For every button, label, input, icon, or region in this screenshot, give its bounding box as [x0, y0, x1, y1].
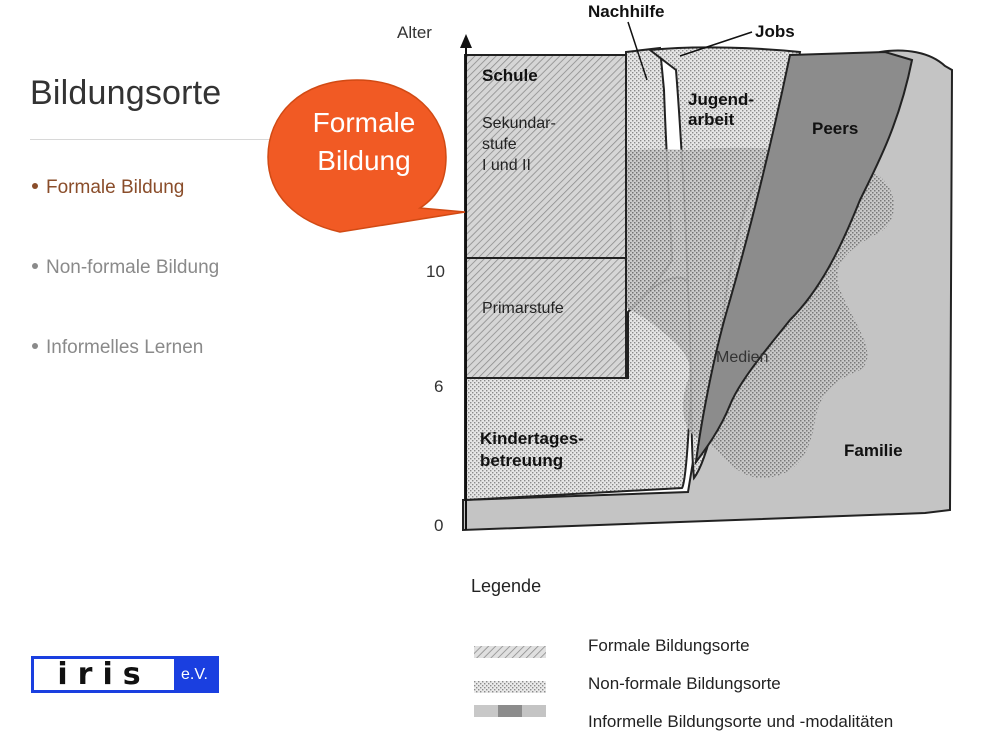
slide-title: Bildungsorte [30, 74, 222, 112]
bullet-label: Non-formale Bildung [46, 257, 220, 278]
tick-label-10: 10 [426, 262, 445, 281]
legend-swatch-non-formal [474, 681, 546, 693]
label-familie: Familie [844, 441, 903, 460]
legend-item-formal: Formale Bildungsorte [588, 636, 750, 655]
callout-line-2: Bildung [317, 145, 411, 176]
label-primar: Primarstufe [482, 300, 564, 317]
label-sekundar-1: Sekundar- [482, 115, 556, 132]
callout-text [290, 104, 438, 180]
axis-arrow-icon [460, 34, 472, 48]
iris-logo [31, 656, 219, 693]
label-jobs: Jobs [755, 22, 795, 41]
bullet-label: Informelles Lernen [46, 337, 204, 358]
label-schule: Schule [482, 66, 538, 85]
label-medien: Medien [716, 349, 769, 366]
axis-label-alter: Alter [397, 23, 432, 42]
legend-swatch-formal [474, 646, 546, 658]
schule-area [465, 55, 626, 378]
tick-label-0: 0 [434, 516, 444, 535]
callout-line-1: Formale [312, 107, 416, 138]
legend-item-informal: Informelle Bildungsorte und -modalitäten [588, 712, 894, 731]
label-sekundar-3: I und II [482, 157, 531, 174]
legend-swatch-informal [474, 705, 546, 717]
label-jugend-1: Jugend- [688, 90, 755, 109]
label-peers: Peers [812, 119, 859, 138]
label-kita-2: betreuung [480, 451, 564, 470]
logo-suffix: e.V. [181, 666, 208, 683]
logo-letters: iris [57, 657, 151, 692]
legend-title: Legende [471, 576, 542, 596]
label-sekundar-2: stufe [482, 136, 517, 153]
label-kita-1: Kindertages- [480, 429, 584, 448]
legend-item-non-formal: Non-formale Bildungsorte [588, 674, 781, 693]
label-jugend-2: arbeit [688, 110, 735, 129]
label-nachhilfe: Nachhilfe [588, 2, 665, 21]
bullet-label: Formale Bildung [46, 177, 185, 198]
tick-label-6: 6 [434, 377, 444, 396]
